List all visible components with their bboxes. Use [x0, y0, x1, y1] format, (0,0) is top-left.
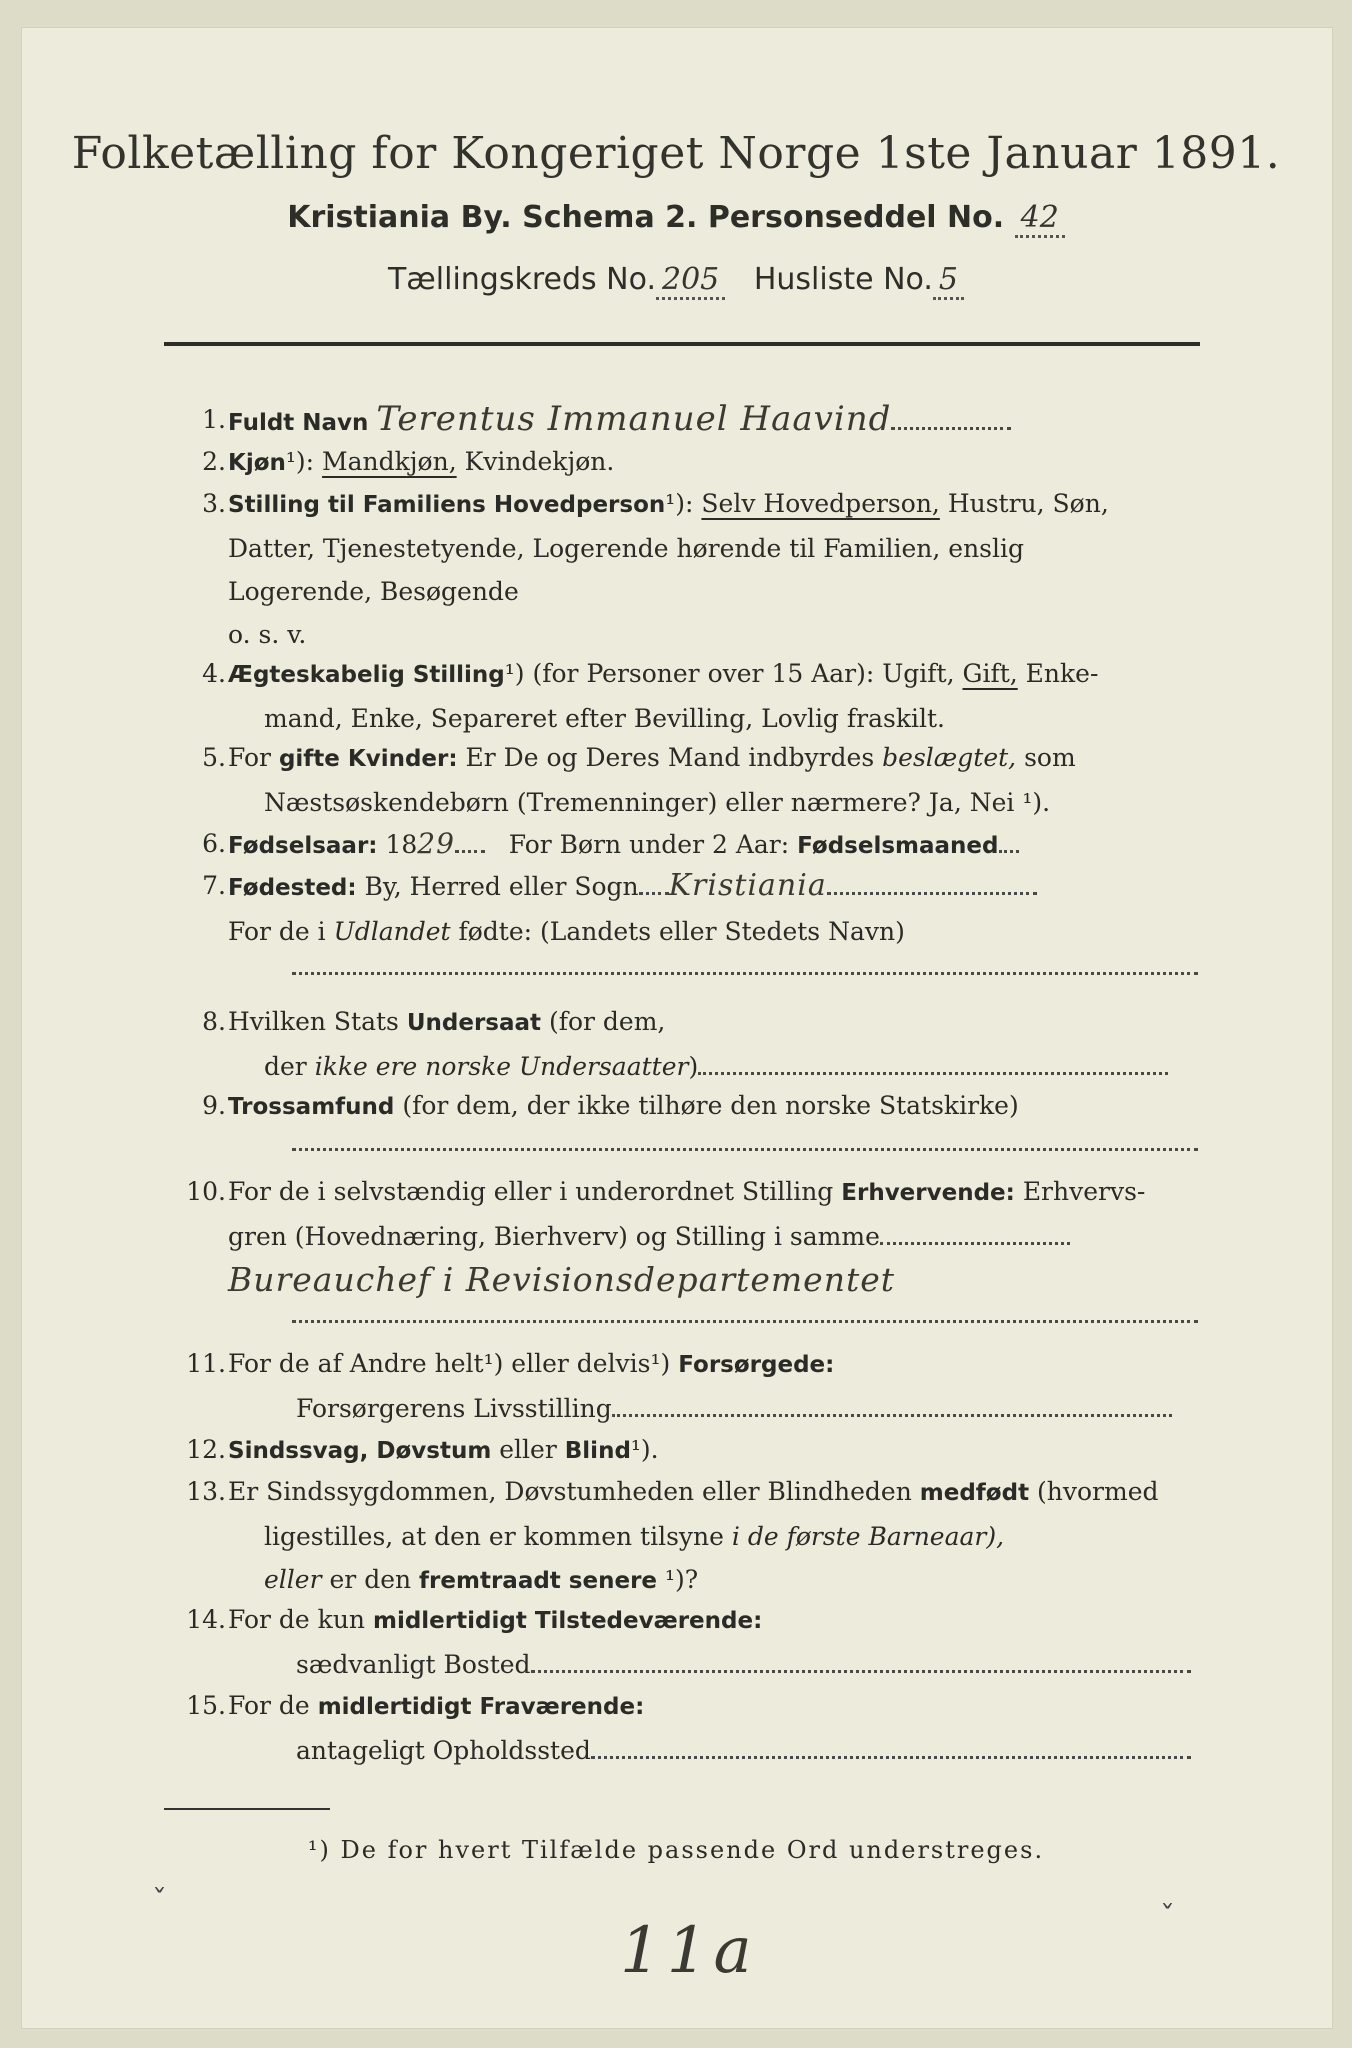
occupation-value: Bureauchef i Revisionsdepartementet — [228, 1260, 896, 1299]
position-selected: Selv Hovedperson, — [701, 489, 940, 518]
text: For de kun — [228, 1605, 366, 1634]
form-subtitle — [0, 200, 1352, 235]
text: eller — [499, 1435, 557, 1464]
item-number: 4. — [202, 659, 226, 688]
position-options-line2: Datter, Tjenestetyende, Logerende hørende til Familien, enslig — [228, 534, 1025, 563]
header-divider — [164, 342, 1200, 346]
item-label: Stilling til Familiens Hovedperson — [228, 492, 666, 518]
item-number: 3. — [202, 489, 226, 518]
text: For de — [228, 1691, 310, 1720]
item-number: 2. — [202, 447, 226, 476]
marital-options-line2: mand, Enke, Separeret efter Bevilling, Lovlig fraskilt. — [264, 704, 945, 733]
item-label: Forsørgede: — [678, 1352, 835, 1378]
text: (for dem, der ikke tilhøre den norske Statskirke) — [402, 1091, 1019, 1120]
text-italic: eller — [264, 1565, 322, 1594]
item-label: medfødt — [919, 1480, 1030, 1506]
item-label: Ægteskabelig Stilling — [228, 662, 505, 688]
position-options-line3: Logerende, Besøgende — [228, 577, 519, 606]
page-number-handwritten: 11a — [620, 1914, 758, 1988]
item-number: 1. — [202, 405, 226, 434]
birthplace-value: Kristiania — [668, 868, 827, 903]
item-label: Sindssvag, Døvstum — [228, 1438, 492, 1464]
item-number: 5. — [202, 743, 226, 772]
text-line2: gren (Hovednæring, Bierhverv) og Stilling i samme — [228, 1222, 880, 1251]
text-line2: sædvanligt Bosted — [296, 1650, 531, 1679]
footnote-divider — [164, 1808, 330, 1810]
text: For de i selvstændig eller i underordnet Stilling — [228, 1177, 834, 1206]
text: For — [228, 743, 271, 772]
marital-selected: Gift, — [962, 659, 1018, 688]
text: ¹)? — [664, 1565, 699, 1594]
year-prefix: 18 — [385, 830, 418, 859]
text: ¹). — [630, 1435, 659, 1464]
item-number: 6. — [202, 829, 226, 858]
subtitle-prefix: Kristiania By. Schema 2. Personseddel No. — [287, 200, 1005, 235]
text: fødte: (Landets eller Stedets Navn) — [458, 917, 905, 946]
text: der — [264, 1052, 307, 1081]
text: Erhvervs- — [1022, 1177, 1146, 1206]
item-number: 12. — [186, 1435, 226, 1464]
text: ) — [688, 1052, 699, 1081]
footnote-ref: ¹): — [285, 447, 315, 476]
text: som — [1024, 743, 1076, 772]
text-italic: i de første Barneaar), — [731, 1522, 1005, 1551]
text: For Børn under 2 Aar: — [508, 830, 790, 859]
item-label: Erhvervende: — [841, 1180, 1015, 1206]
footnote-ref: ¹) — [504, 659, 525, 688]
personseddel-number: 42 — [1015, 200, 1065, 238]
sex-option-female: Kvindekjøn. — [464, 447, 615, 476]
item-label: Fødselsmaaned — [797, 833, 999, 859]
item-number: 10. — [186, 1177, 226, 1206]
text: For de af Andre helt¹) eller delvis¹) — [228, 1349, 671, 1378]
form-title: Folketælling for Kongeriget Norge 1ste Januar 1891. — [71, 128, 1281, 179]
item-number: 13. — [186, 1477, 226, 1506]
item-label: Kjøn — [228, 450, 286, 476]
item-number: 11. — [186, 1349, 226, 1378]
marital-text: (for Personer over 15 Aar): Ugift, — [532, 659, 955, 688]
corner-mark-right: ˇ — [1160, 1900, 1175, 1935]
item-label: Fødested: — [228, 875, 357, 901]
item-number: 9. — [202, 1091, 226, 1120]
item-number: 7. — [202, 871, 226, 900]
text: (hvormed — [1037, 1477, 1159, 1506]
item-label: Trossamfund — [228, 1094, 395, 1120]
text-italic: beslægtet, — [882, 743, 1017, 772]
text: er den — [329, 1565, 412, 1594]
district-number: 205 — [656, 262, 725, 300]
marital-text-end: Enke- — [1025, 659, 1099, 688]
position-options: Hustru, Søn, — [947, 489, 1109, 518]
text-line2: Forsørgerens Livsstilling — [296, 1394, 612, 1423]
district-line — [0, 262, 1352, 297]
birth-year-value: 29 — [417, 827, 455, 860]
blank-line — [292, 1320, 1198, 1323]
text: Er De og Deres Mand indbyrdes — [465, 743, 875, 772]
text-italic: Udlandet — [333, 917, 451, 946]
item-label: Fødselsaar: — [228, 833, 378, 859]
item-label: Blind — [564, 1438, 631, 1464]
blank-line — [292, 972, 1198, 975]
text-line2: Næstsøskendebørn (Tremenninger) eller nærmere? Ja, Nei ¹). — [264, 788, 1051, 817]
item-label: Fuldt Navn — [228, 410, 369, 436]
sex-option-male: Mandkjøn, — [322, 447, 457, 476]
text-line2: antageligt Opholdssted — [296, 1736, 591, 1765]
item-number: 15. — [186, 1691, 226, 1720]
item-number: 8. — [202, 1007, 226, 1036]
item-number: 14. — [186, 1605, 226, 1634]
item-label: fremtraadt senere — [419, 1568, 658, 1594]
household-number: 5 — [933, 262, 964, 300]
footnote-ref: ¹): — [665, 489, 694, 518]
blank-line — [292, 1148, 1198, 1151]
text: (for dem, — [548, 1007, 666, 1036]
item-label: midlertidigt Fraværende: — [317, 1694, 645, 1720]
household-label: Husliste No. — [753, 262, 933, 297]
text: Hvilken Stats — [228, 1007, 399, 1036]
text: ligestilles, at den er kommen tilsyne — [264, 1522, 724, 1551]
text-italic: ikke ere norske Undersaatter — [314, 1052, 689, 1081]
text: By, Herred eller Sogn — [364, 872, 639, 901]
position-options-line4: o. s. v. — [228, 620, 307, 649]
item-label: gifte Kvinder: — [278, 746, 458, 772]
item-label: midlertidigt Tilstedeværende: — [372, 1608, 763, 1634]
text: For de i — [228, 917, 326, 946]
text: Er Sindssygdommen, Døvstumheden eller Blindheden — [228, 1477, 912, 1506]
district-label: Tællingskreds No. — [387, 262, 656, 297]
item-label: Undersaat — [406, 1010, 542, 1036]
footnote: ¹) De for hvert Tilfælde passende Ord understreges. — [307, 1836, 1045, 1864]
corner-mark-left: ˇ — [152, 1884, 167, 1919]
full-name-value: Terentus Immanuel Haavind — [376, 399, 892, 439]
